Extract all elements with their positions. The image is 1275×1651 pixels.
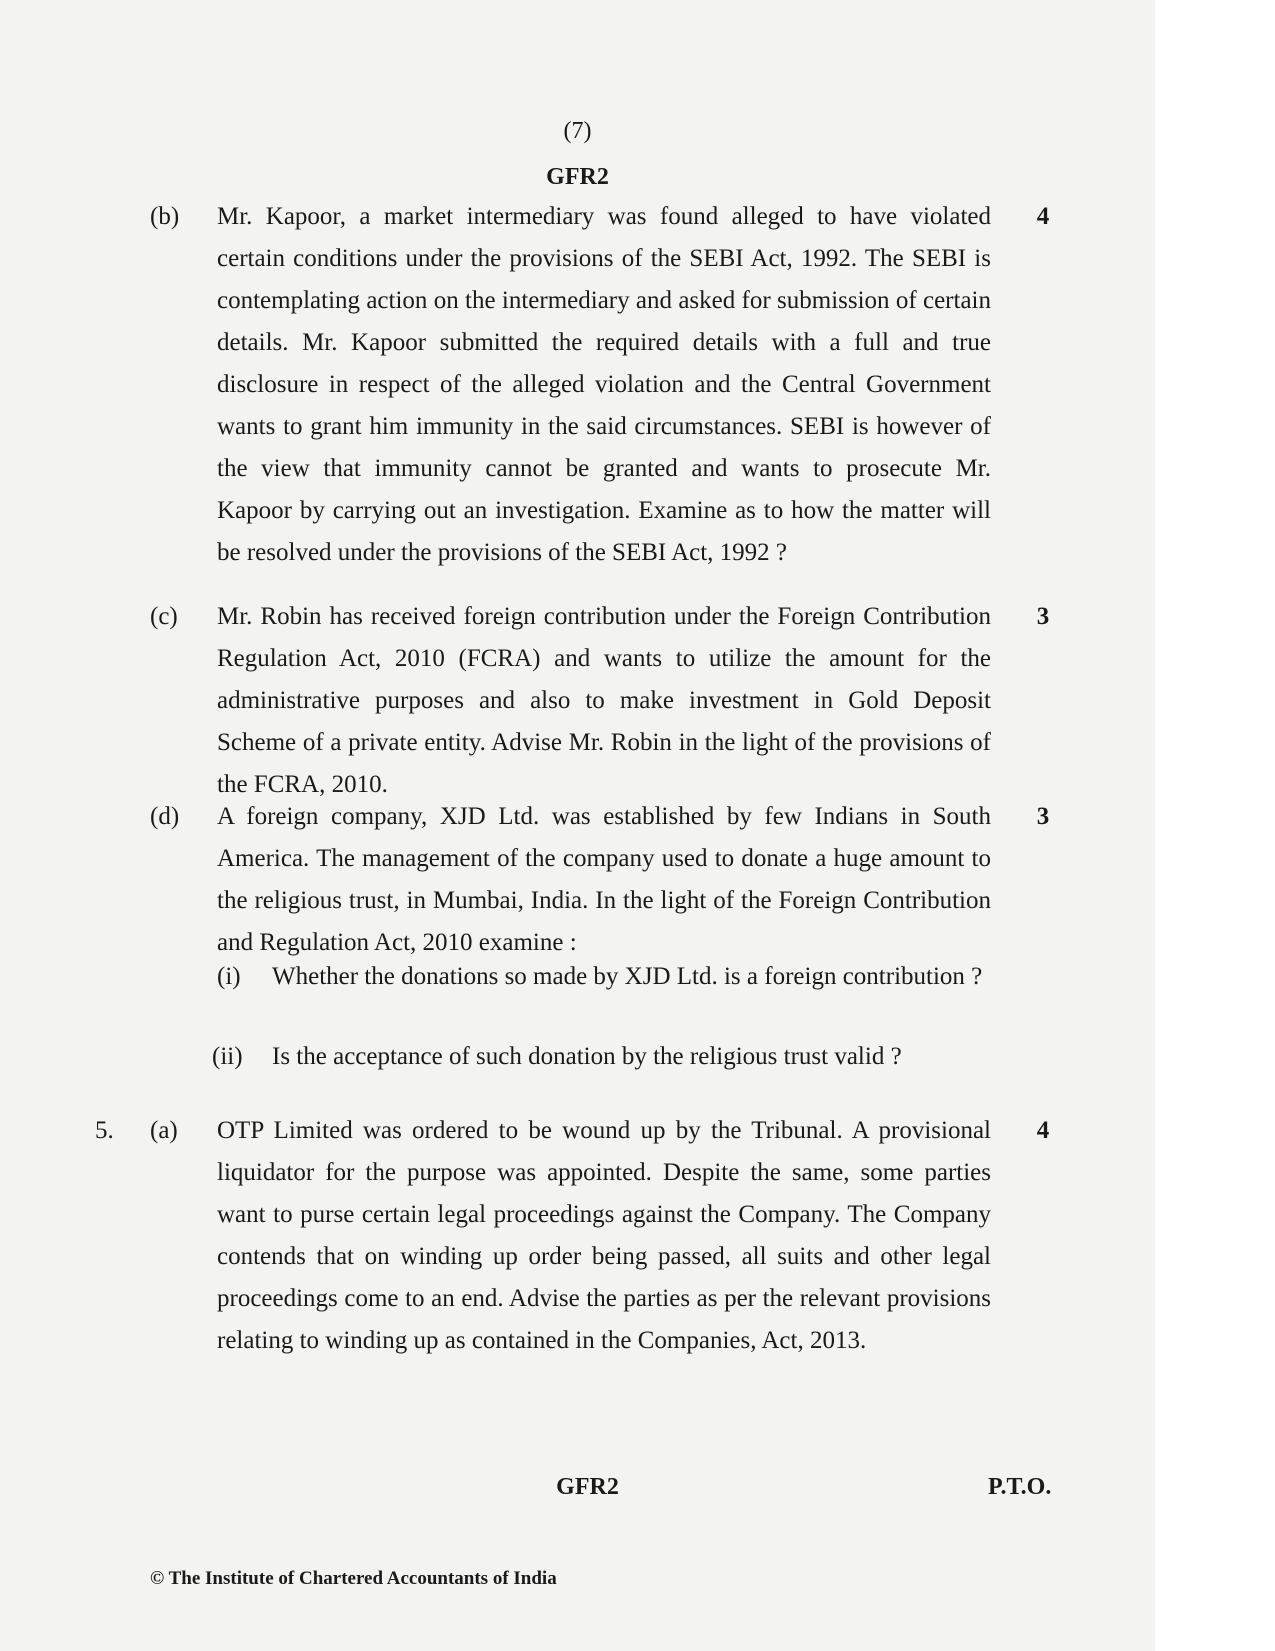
question-4d-sub-i-label: (i)	[217, 963, 241, 990]
question-4b-text: Mr. Kapoor, a market intermediary was found alleged to have violated certain conditions under the provisions of the SEBI Act, 1992. The SEBI is contemplating action on the intermediary and asked for submission of certain details. Mr. Kapoor submitted the required details with a full and true disclosure in respect of the alleged violation and the Central Government wants to grant him immunity in the said circumstances. SEBI is however of the view that immunity cannot be granted and wants to prosecute Mr. Kapoor by carrying out an investigation. Examine as to how the matter will be resolved under the provisions of the SEBI Act, 1992 ?	[217, 203, 991, 566]
copyright-notice: © The Institute of Chartered Accountants of India	[150, 1568, 557, 1589]
question-5a-label: (a)	[150, 1117, 178, 1144]
question-4c-label: (c)	[150, 603, 178, 630]
paper-code-header: GFR2	[546, 164, 609, 190]
question-4c-marks: 3	[1036, 603, 1050, 630]
question-4c-text: Mr. Robin has received foreign contribution under the Foreign Contribution Regulation Act, 2010 (FCRA) and wants to utilize the amount for the administrative purposes and also to make investment in Gold Deposit Scheme of a private entity. Advise Mr. Robin in the light of the provisions of the FCRA, 2010.	[217, 603, 991, 798]
question-4d-sub-i-text: Whether the donations so made by XJD Ltd. is a foreign contribution ?	[272, 963, 983, 990]
question-4b-label: (b)	[150, 203, 180, 230]
question-4d-marks: 3	[1036, 803, 1050, 830]
question-5a-marks: 4	[1036, 1117, 1050, 1144]
question-4b-marks: 4	[1036, 203, 1050, 230]
paper-code-footer: GFR2	[556, 1474, 619, 1500]
question-5-number: 5.	[95, 1117, 114, 1144]
page-margin	[1155, 0, 1275, 1651]
question-4d-sub-ii-label: (ii)	[212, 1043, 243, 1070]
question-4d-sub-ii-text: Is the acceptance of such donation by the religious trust valid ?	[272, 1043, 902, 1070]
please-turn-over: P.T.O.	[988, 1474, 1052, 1500]
question-5a-text: OTP Limited was ordered to be wound up by the Tribunal. A provisional liquidator for the purpose was appointed. Despite the same, some parties want to purse certain legal proceedings against the Company. The Company contends that on winding up order being passed, all suits and other legal proceedings come to an end. Advise the parties as per the relevant provisions relating to winding up as contained in the Companies, Act, 2013.	[217, 1117, 991, 1354]
page-number: (7)	[563, 118, 592, 144]
question-4d-text: A foreign company, XJD Ltd. was established by few Indians in South America. The management of the company used to donate a huge amount to the religious trust, in Mumbai, India. In the light of the Foreign Contribution and Regulation Act, 2010 examine :	[217, 803, 991, 956]
question-4d-label: (d)	[150, 803, 180, 830]
